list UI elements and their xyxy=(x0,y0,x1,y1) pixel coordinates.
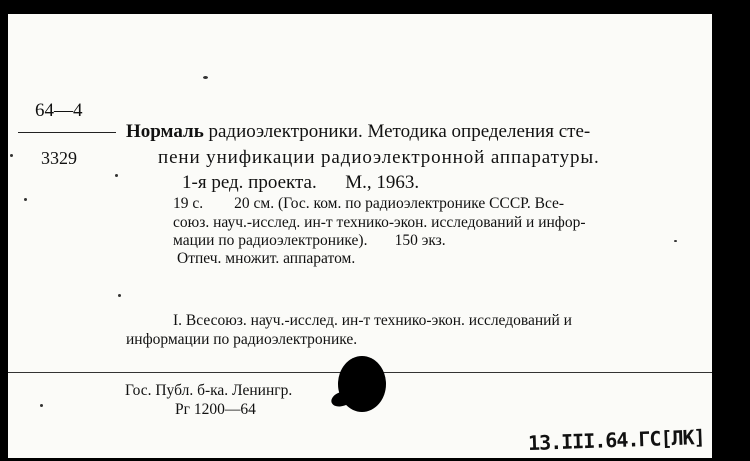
speck xyxy=(674,240,677,242)
catalog-card xyxy=(8,14,712,458)
title-author-heading: Нормаль xyxy=(126,121,204,142)
class-number-rule xyxy=(18,132,116,133)
title-line-3: 1-я ред. проекта. М., 1963. xyxy=(182,172,420,193)
speck xyxy=(203,76,208,79)
collation-line-1: 19 с. 20 см. (Гос. ком. по радиоэлектронике СССР. Все- xyxy=(173,195,565,212)
library-line-2: Рг 1200—64 xyxy=(175,401,256,418)
speck xyxy=(118,294,121,297)
tracing-line-1: I. Всесоюз. науч.-исслед. ин-т технико-экон. исследований и xyxy=(173,312,572,329)
speck xyxy=(10,154,13,157)
collation-line-3: мации по радиоэлектронике). 150 экз. xyxy=(173,232,446,249)
speck xyxy=(40,404,43,407)
library-line-1: Гос. Публ. б-ка. Ленингр. xyxy=(125,382,293,399)
handwritten-note: 13.III.64.ГС[ЛК] xyxy=(527,424,706,456)
collation-line-2: союз. науч.-исслед. ин-т технико-экон. исследований и инфор- xyxy=(173,214,586,231)
class-number: 64—4 xyxy=(35,100,83,121)
title-line-1-rest: радиоэлектроники. Методика определения сте- xyxy=(203,121,591,142)
scan-border-right xyxy=(712,0,750,461)
title-line-1 xyxy=(126,121,590,143)
tracing-line-2: информации по радиоэлектронике. xyxy=(126,331,358,348)
speck xyxy=(24,198,27,201)
title-line-2: пени унификации радиоэлектронной аппаратуры. xyxy=(158,147,600,168)
collation-line-4: Отпеч. множит. аппаратом. xyxy=(177,250,356,267)
cutter-number: 3329 xyxy=(41,148,77,168)
speck xyxy=(115,174,118,177)
